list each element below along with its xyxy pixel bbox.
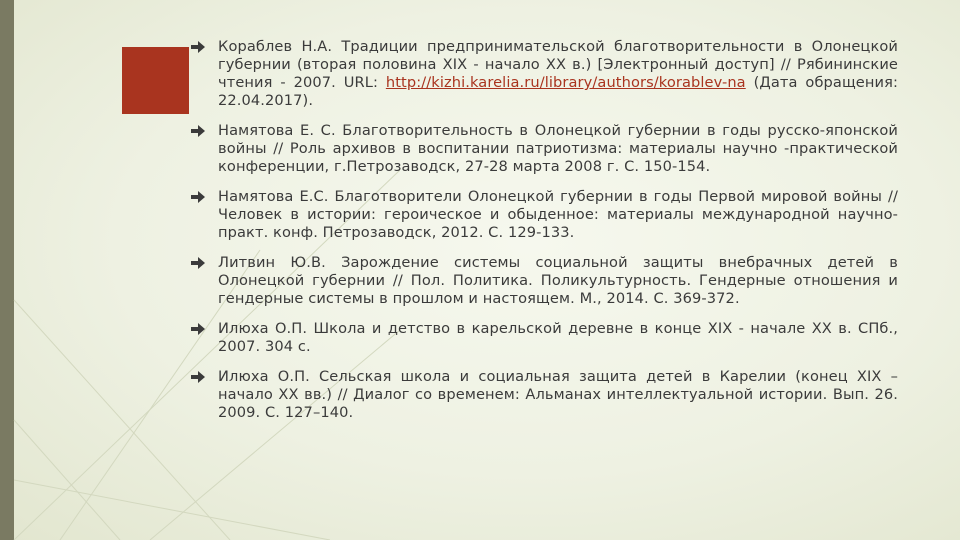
reference-text: Илюха О.П. Сельская школа и социальная защита детей в Карелии (конец XIX – начало XX вв.) // Диалог со временем: Альманах интеллектуальной истории. Вып. 26. 2009. С. 127–140. xyxy=(218,368,898,421)
reference-item xyxy=(186,254,898,308)
arrow-bullet-icon xyxy=(191,191,205,203)
reference-text: Намятова Е.С. Благотворители Олонецкой губернии в годы Первой мировой войны // Человек в истории: героическое и обыденное: материалы международной научно-практ. конф. Петрозаводск, 2012. С. 129-133. xyxy=(218,188,898,241)
reference-item xyxy=(186,122,898,176)
accent-tab xyxy=(122,47,189,114)
arrow-bullet-icon xyxy=(191,323,205,335)
arrow-bullet-icon xyxy=(191,125,205,137)
reference-text: Илюха О.П. Школа и детство в карельской деревне в конце XIX - начале XX в. СПб., 2007. 304 с. xyxy=(218,320,898,355)
reference-text: Намятова Е. С. Благотворительность в Олонецкой губернии в годы русско-японской войны // Роль архивов в воспитании патриотизма: материалы научно -практической конференции, г.Петрозаводск, 27-28 марта 2008 г. С. 150-154. xyxy=(218,122,898,175)
reference-item xyxy=(186,38,898,110)
reference-item xyxy=(186,368,898,422)
reference-item xyxy=(186,188,898,242)
reference-text-tail: (Дата обращения: 22.04.2017). xyxy=(218,74,898,109)
arrow-bullet-icon xyxy=(191,257,205,269)
reference-text: Кораблев Н.А. Традиции предпринимательской благотворительности в Олонецкой губернии (вторая половина XIX - начало XX в.) [Электронный доступ] // Рябининские чтения - 2007. URL: xyxy=(218,38,898,91)
reference-list xyxy=(186,38,898,434)
reference-link[interactable]: http://kizhi.karelia.ru/library/authors/korablev-na xyxy=(385,74,746,91)
arrow-bullet-icon xyxy=(191,371,205,383)
reference-text: Литвин Ю.В. Зарождение системы социальной защиты внебрачных детей в Олонецкой губернии // Пол. Политика. Поликультурность. Гендерные отношения и гендерные системы в прошлом и настоящем. М., 2014. С. 369-372. xyxy=(218,254,898,307)
arrow-bullet-icon xyxy=(191,41,205,53)
reference-item xyxy=(186,320,898,356)
